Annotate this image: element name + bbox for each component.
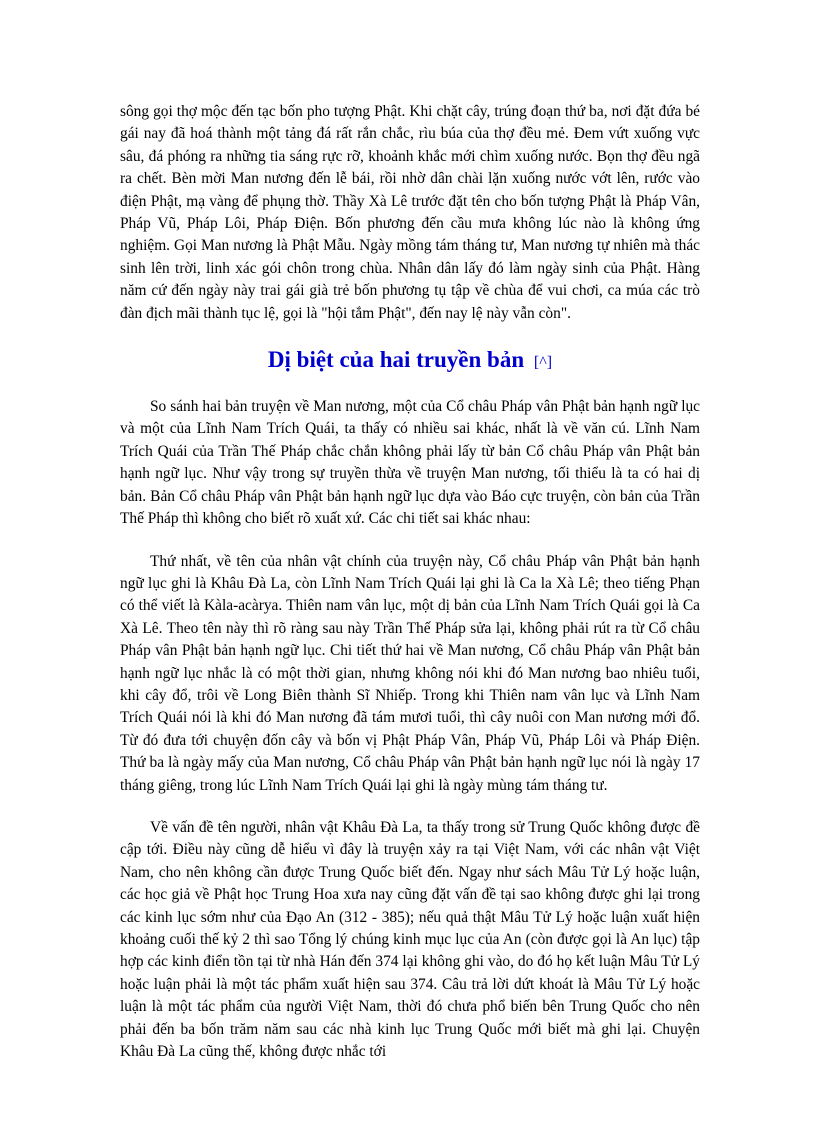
- back-to-top-link[interactable]: [^]: [533, 354, 553, 372]
- differences-paragraph: Thứ nhất, về tên của nhân vật chính của truyện này, Cổ châu Pháp vân Phật bản hạnh ngữ lục ghi là Khâu Đà La, còn Lĩnh Nam Trích Quái lại ghi là Ca la Xà Lê; theo tiếng Phạn có thể viết là Kàla-acàrya. Thiên nam vân lục, một dị bản của Lĩnh Nam Trích Quái gọi là Ca Xà Lê. Theo tên này thì rõ ràng sau này Trần Thế Pháp sửa lại, không phải rút ra từ Cổ châu Pháp vân Phật bản hạnh ngữ lục. Chi tiết thứ hai về Man nương, Cổ châu Pháp vân Phật bản hạnh ngữ lục nhắc là có một thời gian, nhưng không nói khi đó Man nương bao nhiêu tuổi, khi cây đổ, trôi về Long Biên thành Sĩ Nhiếp. Trong khi Thiên nam vân lục và Lĩnh Nam Trích Quái nói là khi đó Man nương đã tám mươi tuổi, thì cây nuôi con Man nương mới đổ. Từ đó đưa tới chuyện đốn cây và bốn vị Phật Pháp Vân, Pháp Vũ, Pháp Lôi và Pháp Điện. Thứ ba là ngày mấy của Man nương, Cổ châu Pháp vân Phật bản hạnh ngữ lục nói là ngày 17 tháng giêng, trong lúc Lĩnh Nam Trích Quái lại ghi là ngày mùng tám tháng tư.: [120, 552, 700, 794]
- section-title: Dị biệt của hai truyền bản: [267, 347, 525, 373]
- comparison-paragraph: So sánh hai bản truyện về Man nương, một của Cổ châu Pháp vân Phật bản hạnh ngữ lục và một của Lĩnh Nam Trích Quái, ta thấy có nhiều sai khác, nhất là về văn cú. Lĩnh Nam Trích Quái của Trần Thế Pháp chắc chắn không phải lấy từ bản Cổ châu Pháp vân Phật bản hạnh ngữ lục. Như vậy trong sự truyền thừa về truyện Man nương, tối thiểu là ta có hai dị bản. Bản Cổ châu Pháp vân Phật bản hạnh ngữ lục dựa vào Báo cực truyện, còn bản của Trần Thế Pháp thì không cho biết rõ xuất xứ. Các chi tiết sai khác nhau:: [120, 398, 700, 528]
- paragraph-gap: [120, 531, 700, 551]
- paragraph-gap: [120, 797, 700, 817]
- document-page: [120, 101, 700, 1063]
- names-paragraph: Về vấn đề tên người, nhân vật Khâu Đà La, ta thấy trong sử Trung Quốc không được đề cập tới. Điều này cũng dễ hiểu vì đây là truyện xảy ra tại Việt Nam, với các nhân vật Việt Nam, cho nên không cần được Trung Quốc biết đến. Ngay như sách Mâu Tử Lý hoặc luận, các học giả về Phật học Trung Hoa xưa nay cũng đặt vấn đề tại sao không được ghi lại trong các kinh lục sớm như của Đạo An (312 - 385); nếu quả thật Mâu Tử Lý hoặc luận xuất hiện khoảng cuối thế kỷ 2 thì sao Tổng lý chúng kinh mục lục của An (còn được gọi là An lục) tập hợp các kinh điển tồn tại từ nhà Hán đến 374 lại không ghi vào, do đó họ kết luận Mâu Tử Lý hoặc luận phải là một tác phẩm xuất hiện sau 374. Câu trả lời dứt khoát là Mâu Tử Lý hoặc luận là một tác phẩm của người Việt Nam, thời đó chưa phổ biến bên Trung Quốc cho nên phải đến ba bốn trăm năm sau các nhà kinh lục Trung Quốc mới biết mà ghi lại. Chuyện Khâu Đà La cũng thế, không được nhắc tới: [120, 818, 700, 1061]
- section-heading: [120, 345, 700, 378]
- intro-paragraph: sông gọi thợ mộc đến tạc bốn pho tượng Phật. Khi chặt cây, trúng đoạn thứ ba, nơi đặt đứa bé gái nay đã hoá thành một tảng đá rất rắn chắc, rìu búa của thợ đều mẻ. Đem vứt xuống vực sâu, đá phóng ra những tia sáng rực rỡ, khoảnh khắc mới chìm xuống nước. Bọn thợ đều ngã ra chết. Bèn mời Man nương đến lễ bái, rồi nhờ dân chài lặn xuống nước vớt lên, rước vào điện Phật, mạ vàng để phụng thờ. Thầy Xà Lê trước đặt tên cho bốn tượng Phật là Pháp Vân, Pháp Vũ, Pháp Lôi, Pháp Điện. Bốn phương đến cầu mưa không lúc nào là không ứng nghiệm. Gọi Man nương là Phật Mẫu. Ngày mồng tám tháng tư, Man nương tự nhiên mà thác sinh lên trời, linh xác gói chôn trong chùa. Nhân dân lấy đó làm ngày sinh của Phật. Hàng năm cứ đến ngày này trai gái già trẻ bốn phương tụ tập về chùa để vui chơi, ca múa các trò đàn địch mãi thành tục lệ, gọi là "hội tắm Phật", đến nay lệ này vẫn còn".: [120, 103, 700, 322]
